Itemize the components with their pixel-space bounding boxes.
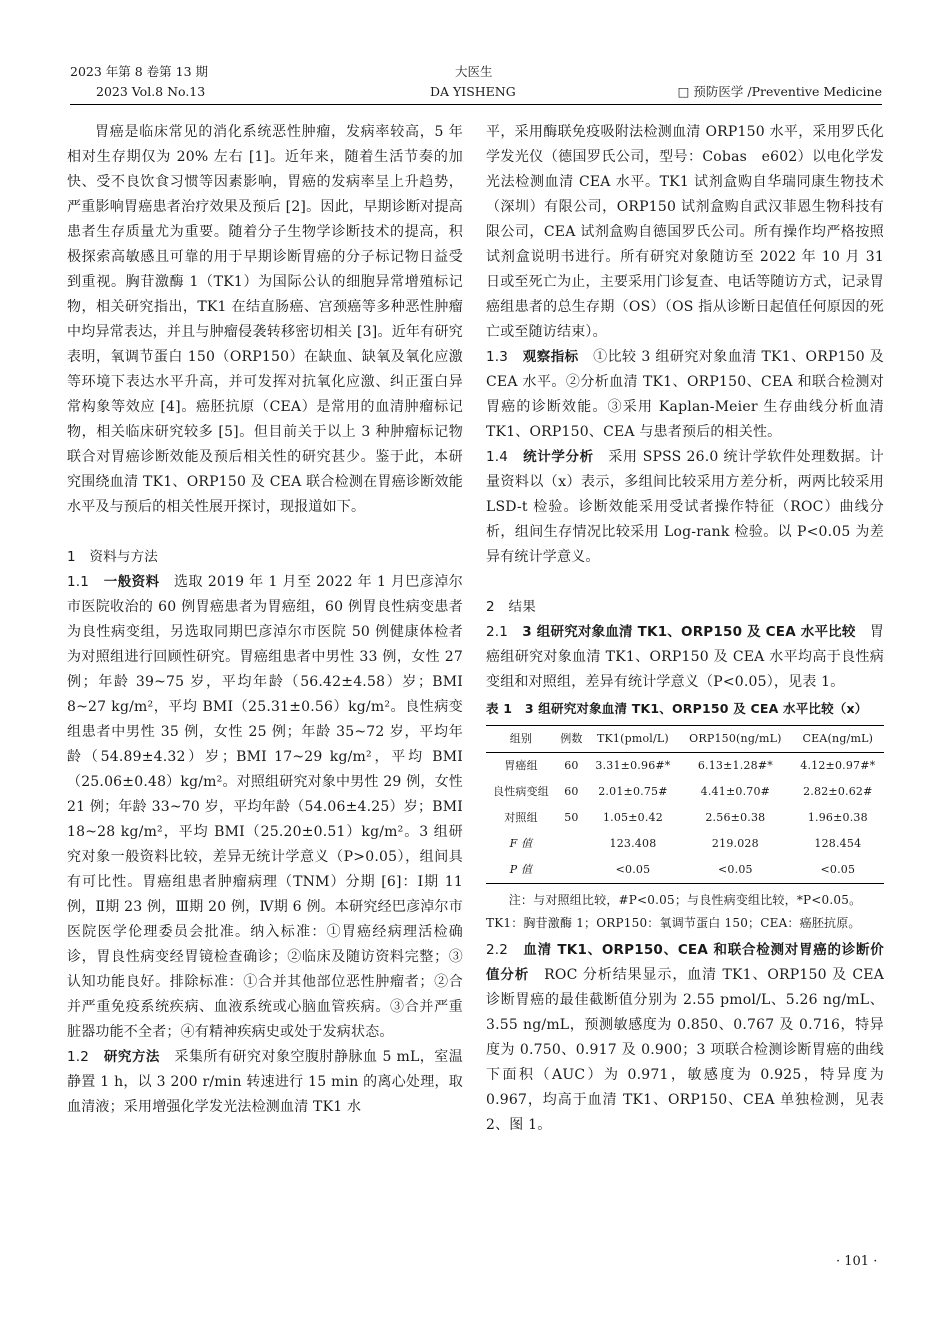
table-header-cell: 例数 <box>556 726 587 753</box>
table-cell: 3.31±0.96#* <box>595 759 671 772</box>
table-header-cell: TK1(pmol/L) <box>587 726 679 753</box>
section-1-3 <box>486 345 884 445</box>
section-1-4 <box>486 445 884 570</box>
table-cell <box>556 857 587 884</box>
journal-issue-cn: 2023 年第 8 卷第 13 期 <box>70 64 209 79</box>
table-cell: 219.028 <box>711 837 759 850</box>
page-number: · 101 · <box>836 1254 878 1269</box>
section-1-4-text: 采用 SPSS 26.0 统计学软件处理数据。计量资料以（x）表示，多组间比较采用方差分析，两两比较采用 LSD-t 检验。诊断效能采用受试者操作特征（ROC）曲线分析，组间生存情况比较采用 Log-rank 检验。以 P<0.05 为差异有统计学意义。 <box>486 449 884 565</box>
right-column <box>486 120 884 1138</box>
section-1-3-number: 1.3 <box>486 349 509 365</box>
table-cell: 良性病变组 <box>493 785 549 798</box>
section-2-2 <box>486 938 884 1138</box>
table-1-note: 注：与对照组比较，#P<0.05；与良性病变组比较，*P<0.05。 <box>508 893 862 907</box>
table-row <box>486 805 884 831</box>
table-cell: 6.13±1.28#* <box>697 759 773 772</box>
intro-paragraph: 胃癌是临床常见的消化系统恶性肿瘤，发病率较高，5 年相对生存期仅为 20% 左右 [1]。近年来，随着生活节奏的加快、受不良饮食习惯等因素影响，胃癌的发病率呈上升趋势，严重影响胃癌患者治疗效果及预后 [2]。因此，早期诊断对提高患者生存质量尤为重要。随着分子生物学诊断技术的提高，积极探索高敏感且可靠的用于早期诊断胃癌的分子标记物日益受到重视。胸苷激酶 1（TK1）为国际公认的细胞异常增殖标记物，相关研究指出，TK1 在结直肠癌、宫颈癌等多种恶性肿瘤中均异常表达，并且与肿瘤侵袭转移密切相关 [3]。近年有研究表明，氧调节蛋白 150（ORP150）在缺血、缺氧及氧化应激等环境下表达水平升高，并可发挥对抗氧化应激、纠正蛋白异常构象等效应 [4]。癌胚抗原（CEA）是常用的血清肿瘤标记物，相关临床研究较多 [5]。但目前关于以上 3 种肿瘤标记物联合对胃癌诊断效能及预后相关性的研究甚少。鉴于此，本研究围绕血清 TK1、ORP150 及 CEA 联合检测在胃癌诊断效能水平及与预后的相关性展开探讨，现报道如下。 <box>67 124 463 515</box>
table-cell: 4.41±0.70# <box>700 785 771 798</box>
section-1-1-title: 一般资料 <box>103 574 160 590</box>
table-header-cell: CEA(ng/mL) <box>792 726 884 753</box>
section-1-1 <box>67 570 463 1045</box>
methods-continued: 平，采用酶联免疫吸附法检测血清 ORP150 水平，采用罗氏化学发光仪（德国罗氏公司，型号：Cobas e602）以电化学发光法检测血清 CEA 水平。TK1 试剂盒购自华瑞同康生物技术（深圳）有限公司，ORP150 试剂盒购自武汉菲恩生物科技有限公司，CEA 试剂盒购自德国罗氏公司。所有操作均严格按照试剂盒说明书进行。所有研究对象随访至 2022 年 10 月 31 日或至死亡为止，主要采用门诊复查、电话等随访方式，记录胃癌组患者的总生存期（OS）（OS 指从诊断日起值任何原因的死亡或至随访结束）。 <box>486 124 884 340</box>
left-column <box>67 120 463 1120</box>
section-2-1-number: 2.1 <box>486 624 509 640</box>
section-1-1-text: 选取 2019 年 1 月至 2022 年 1 月巴彦淖尔市医院收治的 60 例胃癌患者为胃癌组，60 例胃良性病变患者为良性病变组，另选取同期巴彦淖尔市医院 50 例健康体检者为对照组进行回顾性研究。胃癌组患者中男性 33 例，女性 27 例；年龄 39~75 岁，平均年龄（56.42±4.58）岁；BMI 8~27 kg/m²，平均 BMI（25.31±0.56）kg/m²。良性病变组患者中男性 35 例，女性 25 例；年龄 35~72 岁，平均年龄（54.89±4.32）岁；BMI 17~29 kg/m²，平均 BMI（25.06±0.48）kg/m²。对照组研究对象中男性 29 例，女性 21 例；年龄 33~70 岁，平均年龄（54.06±4.25）岁；BMI 18~28 kg/m²，平均 BMI（25.20±0.51）kg/m²。3 组研究对象一般资料比较，差异无统计学意义（P>0.05），组间具有可比性。胃癌组患者肿瘤病理（TNM）分期 [6]：Ⅰ期 11 例，Ⅱ期 23 例，Ⅲ期 20 例，Ⅳ期 6 例。本研究经巴彦淖尔市医院医学伦理委员会批准。纳入标准：①胃癌经病理活检确诊，胃良性病变经胃镜检查确诊；②临床及随访资料完整；③认知功能良好。排除标准：①合并其他部位恶性肿瘤者；②合并严重免疫系统疾病、血液系统或心脑血管疾病。③合并严重脏器功能不全者；④有精神疾病史或处于发病状态。 <box>67 574 463 1040</box>
section-2-1-text: 胃癌组研究对象血清 TK1、ORP150 及 CEA 水平均高于良性病变组和对照组，差异有统计学意义（P<0.05），见表 1。 <box>486 624 885 690</box>
section-1-2-text: 采集所有研究对象空腹肘静脉血 5 mL，室温静置 1 h，以 3 200 r/min 转速进行 15 min 的离心处理，取血清液；采用增强化学发光法检测血清 TK1 水 <box>67 1049 464 1115</box>
section-1-3-title: 观察指标 <box>522 349 579 365</box>
section-2-2-title: 血清 TK1、ORP150、CEA 和联合检测对胃癌的诊断价值分析 <box>486 942 884 983</box>
table-row <box>486 831 884 857</box>
table-cell: 4.12±0.97#* <box>800 759 876 772</box>
header-rule <box>70 104 882 105</box>
table-1 <box>486 725 884 884</box>
table-header-row <box>486 726 884 753</box>
table-cell: <0.05 <box>792 857 884 884</box>
table-cell: 2.01±0.75# <box>598 785 668 798</box>
section-2-2-number: 2.2 <box>486 942 509 958</box>
table-cell: 对照组 <box>504 811 538 824</box>
table-cell: <0.05 <box>587 857 679 884</box>
section-1-2-number: 1.2 <box>67 1049 90 1065</box>
table-cell: 胃癌组 <box>504 759 538 772</box>
section-2-1-title: 3 组研究对象血清 TK1、ORP150 及 CEA 水平比较 <box>522 624 856 640</box>
section-1-4-number: 1.4 <box>486 449 509 465</box>
table-cell: 50 <box>564 811 579 824</box>
table-row <box>486 753 884 780</box>
table-cell: P 值 <box>486 857 556 884</box>
table-header-cell: ORP150(ng/mL) <box>679 726 792 753</box>
section-1-1-number: 1.1 <box>67 574 90 590</box>
table-row <box>486 779 884 805</box>
table-cell: 2.56±0.38 <box>705 811 766 824</box>
section-2-heading: 2 结果 <box>486 599 536 615</box>
table-cell: 1.05±0.42 <box>602 811 663 824</box>
table-cell: 123.408 <box>609 837 657 850</box>
section-1-3-text: ①比较 3 组研究对象血清 TK1、ORP150 及 CEA 水平。②分析血清 TK1、ORP150、CEA 和联合检测对胃癌的诊断效能。③采用 Kaplan-Meier 生存曲线分析血清 TK1、ORP150、CEA 与患者预后的相关性。 <box>486 349 885 440</box>
section-2-1 <box>486 620 884 695</box>
table-cell: F 值 <box>509 837 533 850</box>
section-1-heading: 1 资料与方法 <box>67 549 158 565</box>
section-2-2-text: ROC 分析结果显示，血清 TK1、ORP150 及 CEA 诊断胃癌的最佳截断值分别为 2.55 pmol/L、5.26 ng/mL、3.55 ng/mL，预测敏感度为 0.850、0.767 及 0.716，特异度为 0.750、0.917 及 0.900；3 项联合检测诊断胃癌的曲线下面积（AUC）为 0.971，敏感度为 0.925，特异度为 0.967，均高于血清 TK1、ORP150、CEA 单独检测，见表 2、图 1。 <box>486 967 885 1133</box>
table-row <box>486 857 884 884</box>
table-cell: 60 <box>564 759 579 772</box>
table-cell: 128.454 <box>814 837 862 850</box>
table-1-abbreviations: TK1：胸苷激酶 1；ORP150：氧调节蛋白 150；CEA：癌胚抗原。 <box>486 916 861 930</box>
table-cell: 60 <box>564 785 579 798</box>
section-1-2-title: 研究方法 <box>103 1049 160 1065</box>
table-header-cell: 组别 <box>486 726 556 753</box>
table-cell <box>556 831 587 857</box>
table-cell: <0.05 <box>679 857 792 884</box>
table-cell: 2.82±0.62# <box>803 785 873 798</box>
section-label: □ 预防医学 /Preventive Medicine <box>677 84 882 99</box>
table-1-caption: 表 1 3 组研究对象血清 TK1、ORP150 及 CEA 水平比较（x） <box>486 701 868 716</box>
table-cell: 1.96±0.38 <box>807 811 868 824</box>
journal-issue-en: 2023 Vol.8 No.13 <box>96 84 206 99</box>
section-1-2 <box>67 1045 463 1120</box>
section-1-4-title: 统计学分析 <box>523 449 594 465</box>
journal-name-cn: 大医生 <box>455 64 493 79</box>
journal-name-en: DA YISHENG <box>430 84 516 99</box>
